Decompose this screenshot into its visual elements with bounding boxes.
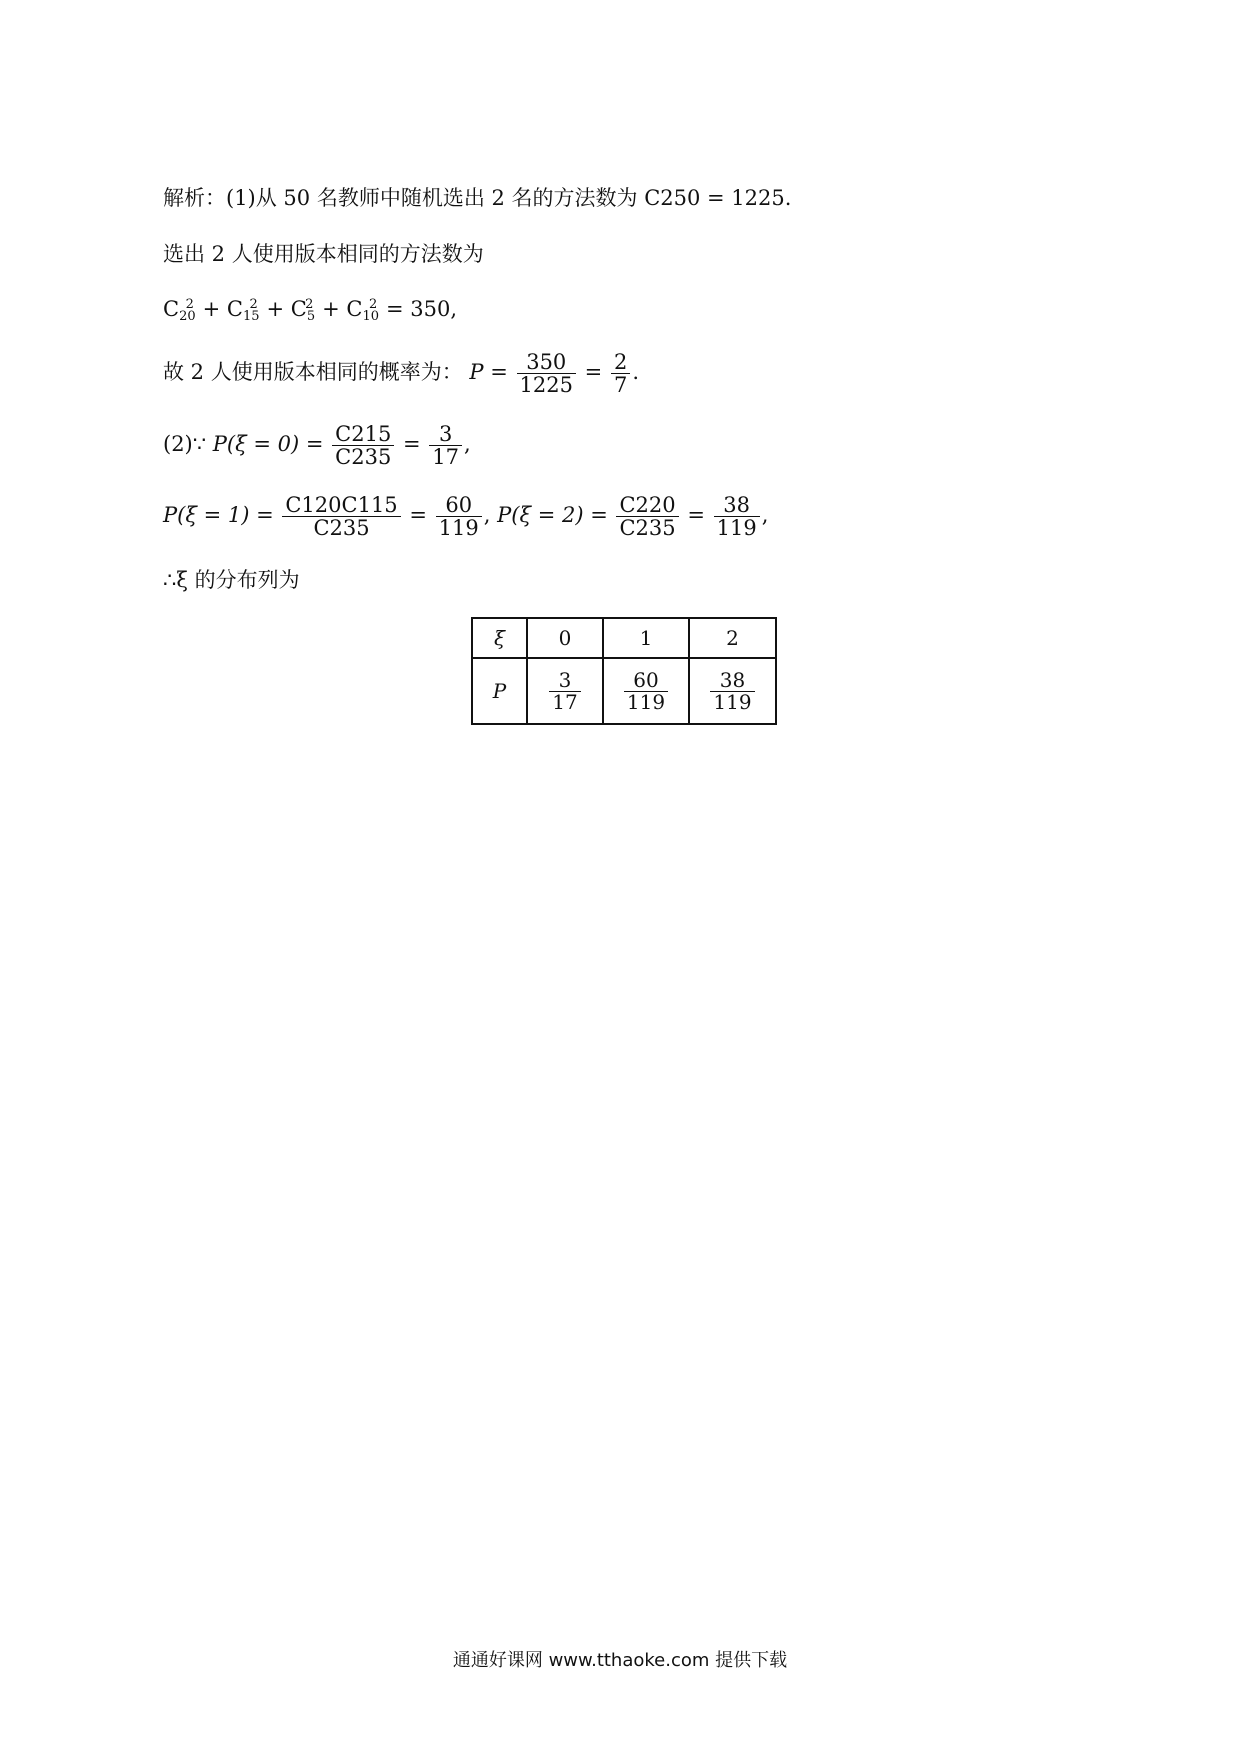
table-cell: $\frac{3}{17}$ xyxy=(527,658,603,724)
part2-line: (2)∵ P(ξ = 0) = $\frac{C215}{C235}$ = $\frac{3}{17}$ , xyxy=(163,422,471,470)
table-cell-label: P xyxy=(472,658,527,724)
comb-term-2: $C_{15}^2$ xyxy=(226,297,260,324)
part2-line-2: P(ξ = 1) = $\frac{C120C115}{C235}$ = $\frac{60}{119}$ , P(ξ = 2) = $\frac{C220}{C235}$ = $\frac{38}{119}$ , xyxy=(163,493,769,541)
solution-part1-text: (1)从 50 名教师中随机选出 2 名的方法数为 C250 = 1225. xyxy=(226,186,792,210)
comb-term-4: $C_{10}^2$ xyxy=(346,297,380,324)
fraction-60-119: $\frac{60}{119}$ xyxy=(436,494,482,539)
table-row xyxy=(472,658,776,724)
fraction-c120c115-c235: $\frac{C120C115}{C235}$ xyxy=(282,494,400,539)
combination-sum-line: $C_{20}^2 + C_{15}^2 + C_5^2 + C_{10}^2 = 350$, xyxy=(163,297,458,324)
table-header-cell: 0 xyxy=(527,618,603,658)
table-cell: $\frac{60}{119}$ xyxy=(603,658,689,724)
table-header-cell: ξ xyxy=(472,618,527,658)
fraction-350-1225: $\frac{350}{1225}$ xyxy=(517,351,576,396)
fraction-c215-c235: $\frac{C215}{C235}$ xyxy=(332,423,394,468)
fraction-2-7: $\frac{2}{7}$ xyxy=(611,351,630,396)
footer-text: 通通好课网 www.tthaoke.com 提供下载 xyxy=(452,1650,788,1671)
distribution-intro: ∴ξ 的分布列为 xyxy=(163,568,300,592)
comb-term-3: $C_5^2$ xyxy=(290,297,316,324)
table-header-cell: 2 xyxy=(689,618,776,658)
solution-line-2 xyxy=(163,244,484,265)
probability-line: 故 2 人使用版本相同的概率为： P = $\frac{350}{1225}$ = $\frac{2}{7}$ . xyxy=(163,350,640,398)
solution-line-1 xyxy=(163,188,791,209)
table-row xyxy=(472,618,776,658)
fraction-3-17: $\frac{3}{17}$ xyxy=(429,423,462,468)
solution-label: 解析： xyxy=(163,186,226,210)
distribution-table xyxy=(471,617,777,725)
sum-result: = 350, xyxy=(386,297,458,321)
fraction-c220-c235: $\frac{C220}{C235}$ xyxy=(616,494,678,539)
table-header-cell: 1 xyxy=(603,618,689,658)
same-version-text: 选出 2 人使用版本相同的方法数为 xyxy=(163,242,484,266)
table-cell: $\frac{38}{119}$ xyxy=(689,658,776,724)
comb-term-1: $C_{20}^2$ xyxy=(163,297,196,324)
fraction-38-119: $\frac{38}{119}$ xyxy=(714,494,760,539)
